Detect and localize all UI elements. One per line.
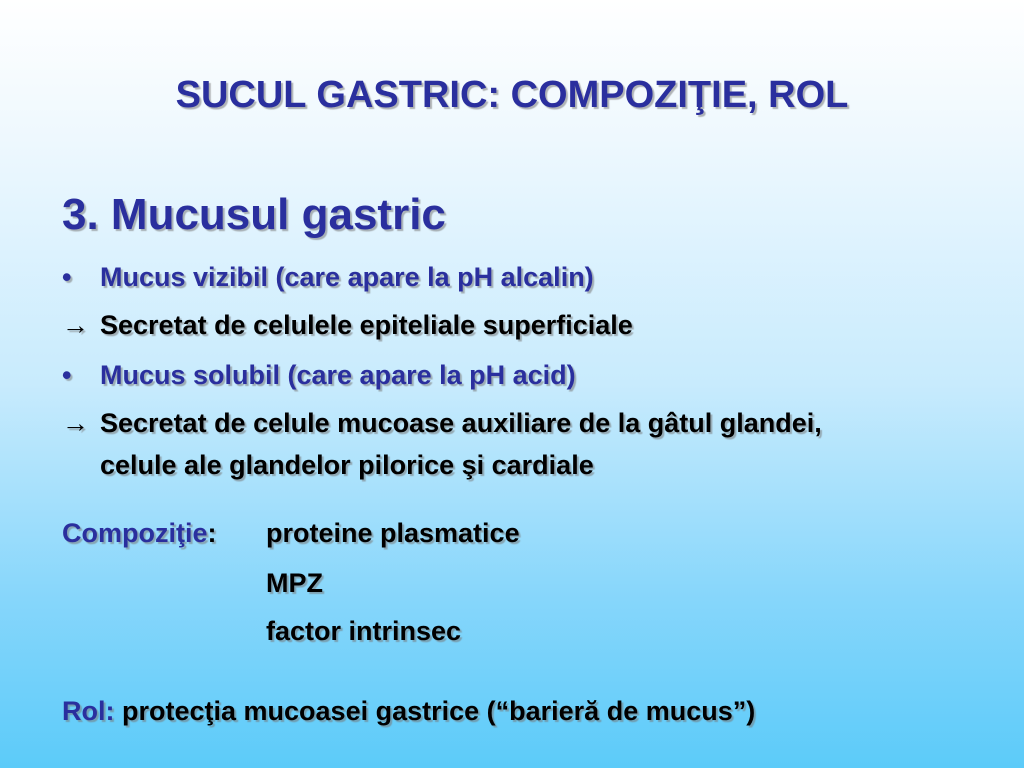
role-label: Rol: bbox=[62, 696, 115, 726]
right-arrow-icon: → bbox=[62, 408, 89, 438]
composition-row bbox=[62, 518, 217, 549]
slide-title: SUCUL GASTRIC: COMPOZIŢIE, ROL bbox=[175, 74, 849, 116]
bullet-icon: • bbox=[62, 262, 72, 292]
section-heading: 3. Mucusul gastric bbox=[62, 190, 446, 239]
composition-value-1: proteine plasmatice bbox=[266, 518, 520, 548]
list-item-text: Mucus solubil (care apare la pH acid) bbox=[100, 360, 576, 390]
composition-value-3: factor intrinsec bbox=[266, 616, 462, 646]
composition-separator: : bbox=[207, 518, 217, 548]
role-row bbox=[62, 696, 755, 727]
list-item-bullet-2 bbox=[62, 360, 576, 391]
list-item-continuation: celule ale glandelor pilorice şi cardiale bbox=[100, 450, 594, 480]
composition-value-2: MPZ bbox=[266, 568, 323, 598]
composition-label: Compoziţie bbox=[62, 518, 208, 548]
list-item-arrow-1 bbox=[62, 310, 633, 341]
list-item-text: Mucus vizibil (care apare la pH alcalin) bbox=[100, 262, 594, 292]
list-item-text: Secretat de celule mucoase auxiliare de la gâtul glandei, bbox=[100, 408, 822, 438]
role-value: protecţia mucoasei gastrice (“barieră de mucus”) bbox=[122, 696, 756, 726]
bullet-icon: • bbox=[62, 360, 72, 390]
list-item-text: Secretat de celulele epiteliale superficiale bbox=[100, 310, 633, 340]
right-arrow-icon: → bbox=[62, 310, 89, 340]
list-item-arrow-2 bbox=[62, 408, 822, 439]
list-item-bullet-1 bbox=[62, 262, 594, 293]
